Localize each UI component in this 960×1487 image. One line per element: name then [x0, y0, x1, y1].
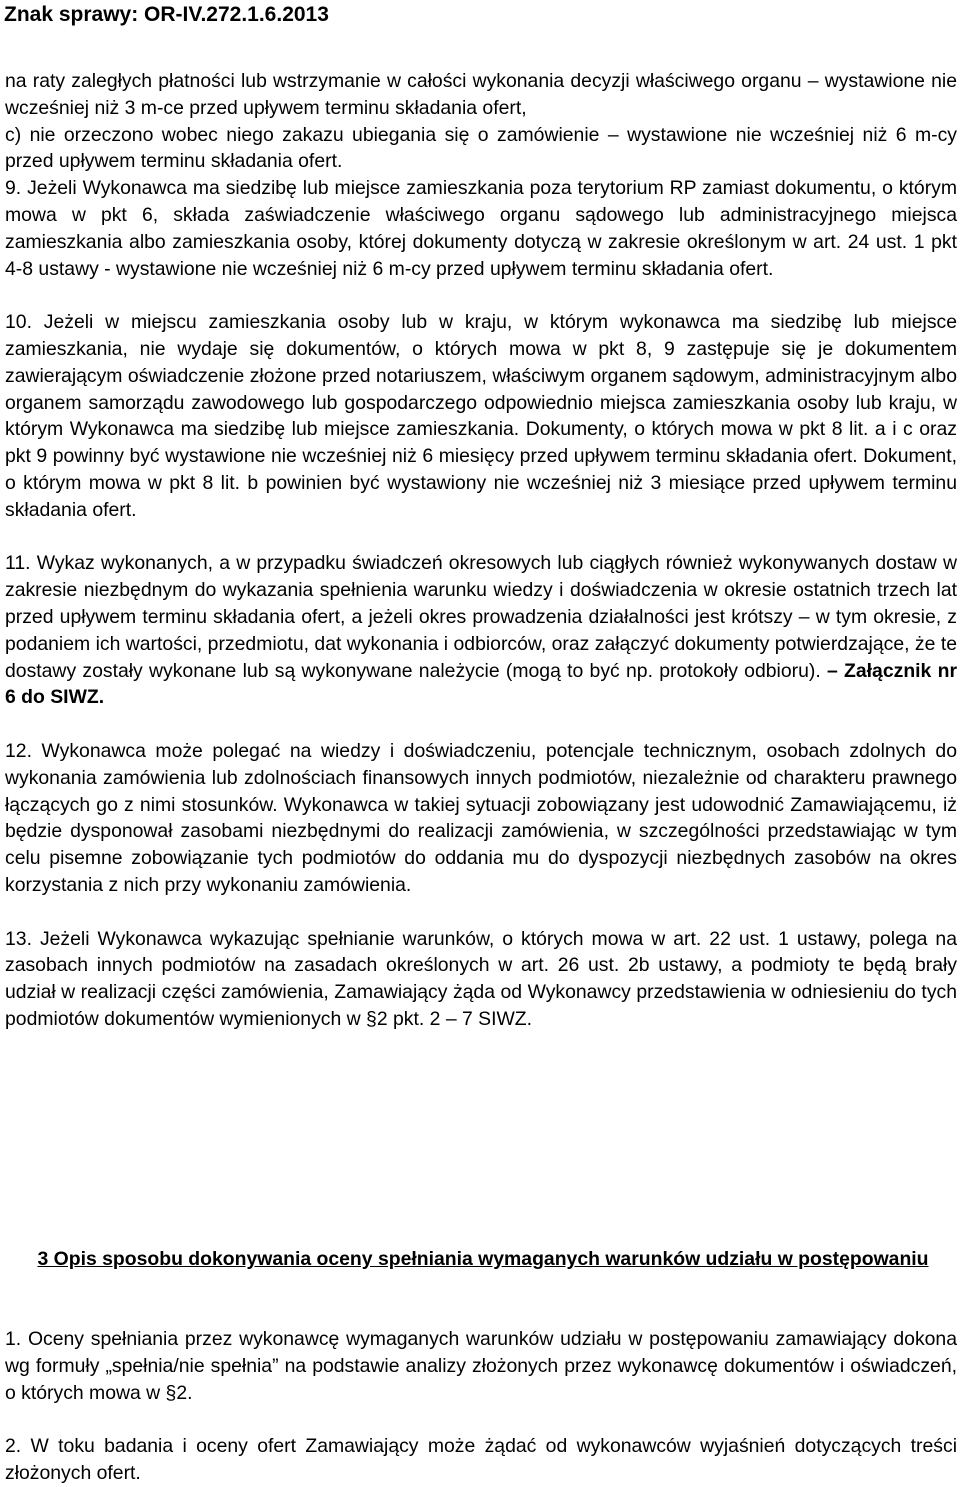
paragraph-item-13: 13. Jeżeli Wykonawca wykazując spełnianie warunków, o których mowa w art. 22 ust. 1 ustawy, polega na zasobach innych podmiotów na zasadach określonych w art. 26 ust. 2b ustawy, a podmioty te będą brały udział w realizacji części zamówienia, Zamawiający żąda od Wykonawcy przedstawienia w odniesieniu do tych podmiotów dokumentów wymienionych w §2 pkt. 2 – 7 SIWZ.	[5, 927, 957, 1030]
item-11-text: 11. Wykaz wykonanych, a w przypadku świadczeń okresowych lub ciągłych również wykonywanych dostaw w zakresie niezbędnym do wykazania spełnienia warunku wiedzy i doświadczenia w okresie ostatnich trzech lat przed upływem terminu składania ofert, a jeżeli okres prowadzenia działalności jest krótszy – w tym okresie, z podaniem ich wartości, przedmiotu, dat wykonania i odbiorców, oraz załączyć dokumenty potwierdzające, że te dostawy zostały wykonane lub są wykonywane należycie (mogą to być np. protokoły odbioru).	[5, 552, 957, 682]
attachment-reference: – Załącznik nr 6 do SIWZ.	[5, 659, 957, 709]
paragraph-item-c: c) nie orzeczono wobec niego zakazu ubiegania się o zamówienie – wystawione nie wcześniej niż 6 m-cy przed upływem terminu składania ofert.	[5, 123, 957, 173]
section-3-body	[5, 1326, 957, 1487]
document-body	[5, 68, 957, 1033]
paragraph-item-12: 12. Wykonawca może polegać na wiedzy i doświadczeniu, potencjale technicznym, osobach zdolnych do wykonania zamówienia lub zdolnościach finansowych innych podmiotów, niezależnie od charakteru prawnego łączących go z nimi stosunków. Wykonawca w takiej sytuacji zobowiązany jest udowodnić Zamawiającemu, iż będzie dysponował zasobami niezbędnymi do realizacji zamówienia, w szczególności przedstawiając w tym celu pisemne zobowiązanie tych podmiotów do oddania mu do dyspozycji niezbędnych zasobów na okres korzystania z nich przy wykonaniu zamówienia.	[5, 739, 957, 896]
paragraph-section-3-item-2: 2. W toku badania i oceny ofert Zamawiający może żądać od wykonawców wyjaśnień dotyczących treści złożonych ofert.	[5, 1435, 957, 1484]
section-heading: 3 Opis sposobu dokonywania oceny spełniania wymaganych warunków udziału w postępowaniu	[37, 1248, 929, 1270]
case-number: Znak sprawy: OR-IV.272.1.6.2013	[4, 3, 329, 26]
paragraph-item-9: 9. Jeżeli Wykonawca ma siedzibę lub miejsce zamieszkania poza terytorium RP zamiast dokumentu, o którym mowa w pkt 6, składa zaświadczenie właściwego organu sądowego lub administracyjnego miejsca zamieszkania albo zamieszkania osoby, której dokumenty dotyczą w zakresie określonym w art. 24 ust. 1 pkt 4-8 ustawy - wystawione nie wcześniej niż 6 m-cy przed upływem terminu składania ofert.	[5, 177, 957, 280]
paragraph-section-3-item-1: 1. Oceny spełniania przez wykonawcę wymaganych warunków udziału w postępowaniu zamawiający dokona wg formuły „spełnia/nie spełnia” na podstawie analizy złożonych przez wykonawcę dokumentów i oświadczeń, o których mowa w §2.	[5, 1328, 957, 1404]
paragraph-item-10: 10. Jeżeli w miejscu zamieszkania osoby lub w kraju, w którym wykonawca ma siedzibę lub miejsce zamieszkania, nie wydaje się dokumentów, o których mowa w pkt 8, 9 zastępuje się je dokumentem zawierającym oświadczenie złożone przed notariuszem, właściwym organem sądowym, administracyjnym albo organem samorządu zawodowego lub gospodarczego odpowiednio miejsca zamieszkania osoby lub kraju, w którym Wykonawca ma siedzibę lub miejsce zamieszkania. Dokumenty, o których mowa w pkt 8 lit. a i c oraz pkt 9 powinny być wystawione nie wcześniej niż 6 miesięcy przed upływem terminu składania ofert. Dokument, o którym mowa w pkt 8 lit. b powinien być wystawiony nie wcześniej niż 3 miesiące przed upływem terminu składania ofert.	[5, 311, 957, 521]
paragraph-item-11	[5, 550, 957, 711]
paragraph-continuation: na raty zaległych płatności lub wstrzymanie w całości wykonania decyzji właściwego organu – wystawione nie wcześniej niż 3 m-ce przed upływem terminu składania ofert,	[5, 70, 957, 119]
